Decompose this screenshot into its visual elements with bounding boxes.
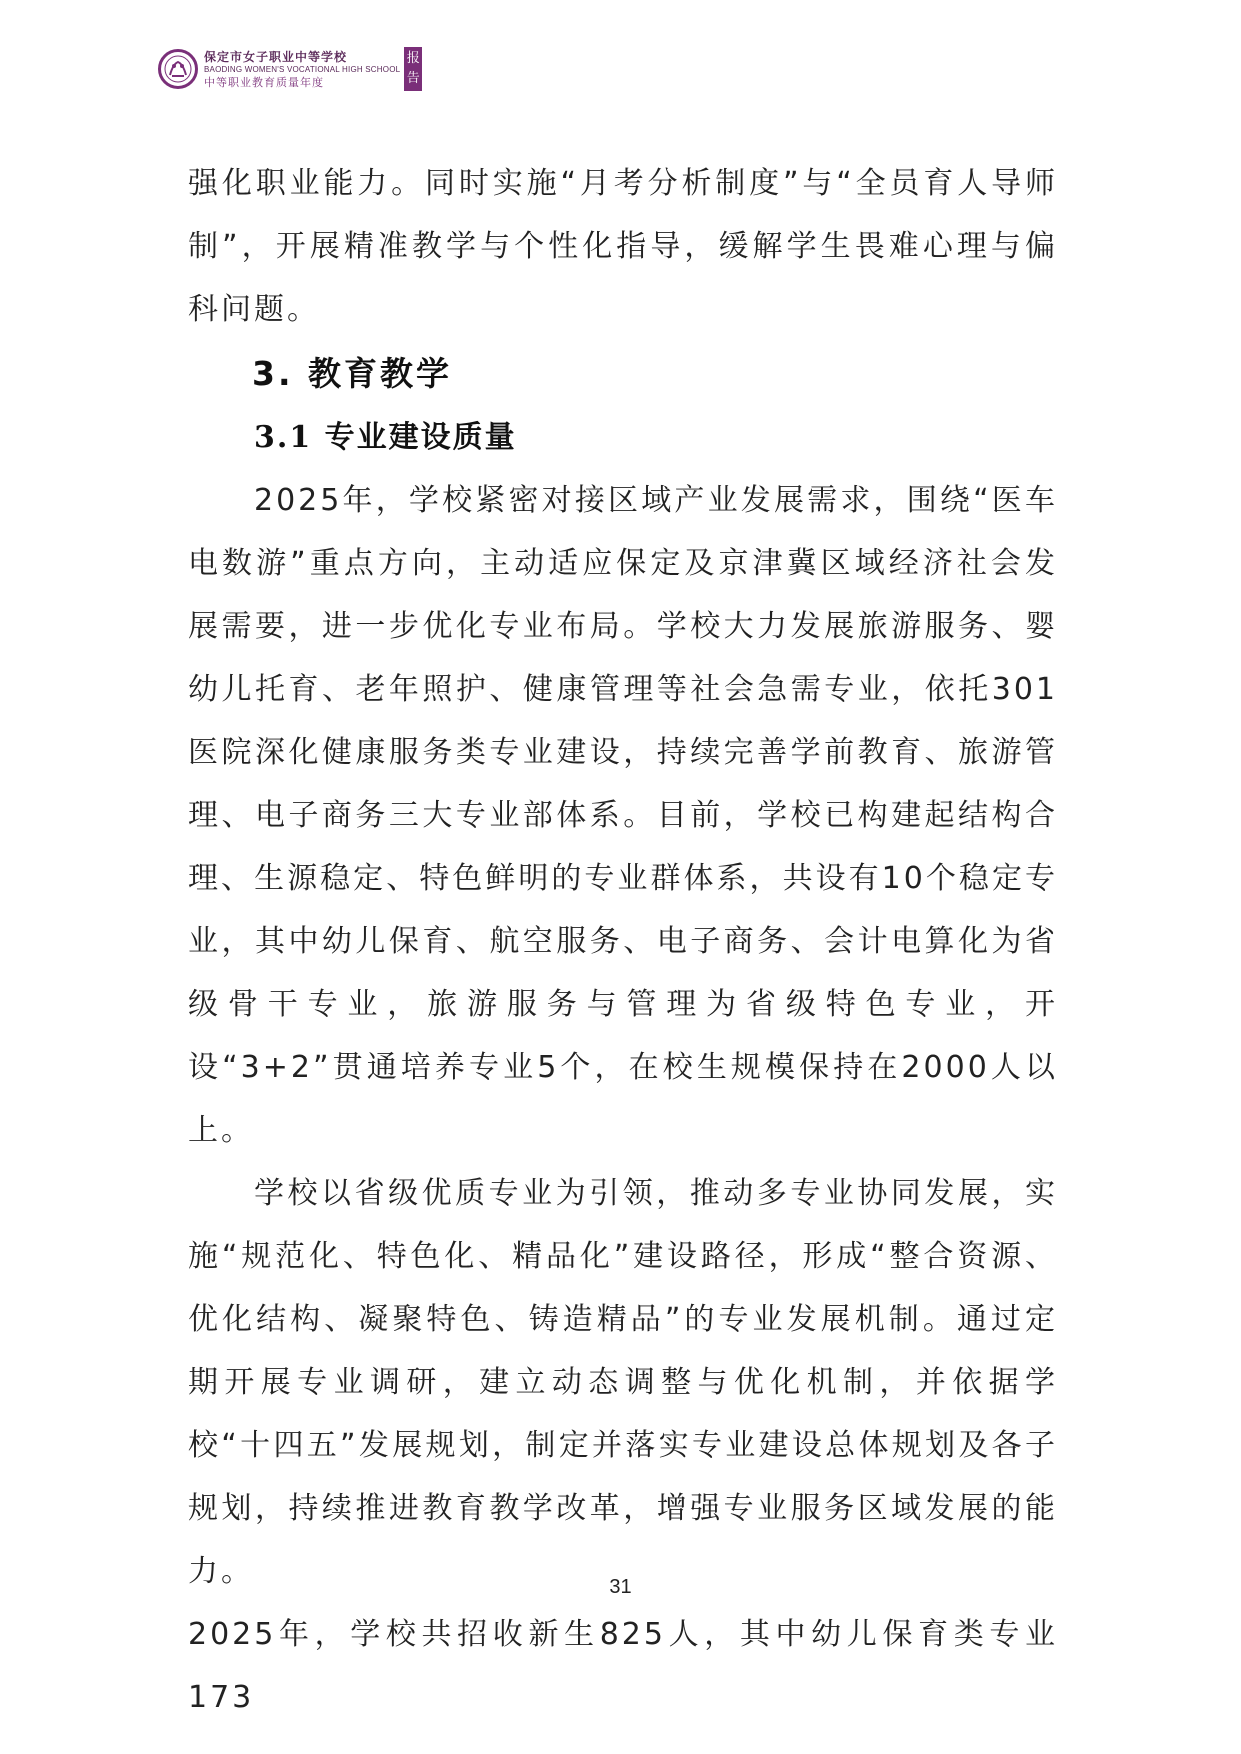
badge-char-1: 报 <box>406 51 420 66</box>
subsection-heading: 3.1 专业建设质量 <box>254 420 517 455</box>
paragraph-2: 学校以省级优质专业为引领，推动多专业协同发展，实施“规范化、特色化、精品化”建设路径，形成“整合资源、优化结构、凝聚特色、铸造精品”的专业发展机制。通过定期开展专业调研，建立动态调整与优化机制，并依据学校“十四五”发展规划，制定并落实专业建设总体规划及各子规划，持续推进教育教学改革，增强专业服务区域发展的能力。 <box>188 1176 1058 1589</box>
paragraph-3: 2025年，学校共招收新生825人，其中幼儿保育类专业173 <box>188 1617 1058 1715</box>
document-body <box>188 152 1058 1729</box>
header-logo <box>158 44 422 94</box>
paragraph-1: 2025年，学校紧密对接区域产业发展需求，围绕“医车电数游”重点方向，主动适应保定及京津冀区域经济社会发展需要，进一步优化专业布局。学校大力发展旅游服务、婴幼儿托育、老年照护、健康管理等社会急需专业，依托301医院深化健康服务类专业建设，持续完善学前教育、旅游管理、电子商务三大专业部体系。目前，学校已构建起结构合理、生源稳定、特色鲜明的专业群体系，共设有10个稳定专业，其中幼儿保育、航空服务、电子商务、会计电算化为省级骨干专业，旅游服务与管理为省级特色专业，开设“3+2”贯通培养专业5个，在校生规模保持在2000人以上。 <box>188 483 1058 1148</box>
report-subtitle: 中等职业教育质量年度 <box>204 75 324 89</box>
school-emblem-icon <box>158 49 198 89</box>
badge-char-2: 告 <box>406 71 420 86</box>
school-name-en: BAODING WOMEN'S VOCATIONAL HIGH SCHOOL <box>204 64 401 74</box>
school-name-cn: 保定市女子职业中等学校 <box>204 49 348 64</box>
report-badge <box>404 47 422 91</box>
page-number: 31 <box>609 1576 632 1598</box>
paragraph-intro: 强化职业能力。同时实施“月考分析制度”与“全员育人导师制”，开展精准教学与个性化指导，缓解学生畏难心理与偏科问题。 <box>188 166 1058 327</box>
section-heading: 3. 教育教学 <box>252 354 452 393</box>
logo-text <box>204 51 400 88</box>
